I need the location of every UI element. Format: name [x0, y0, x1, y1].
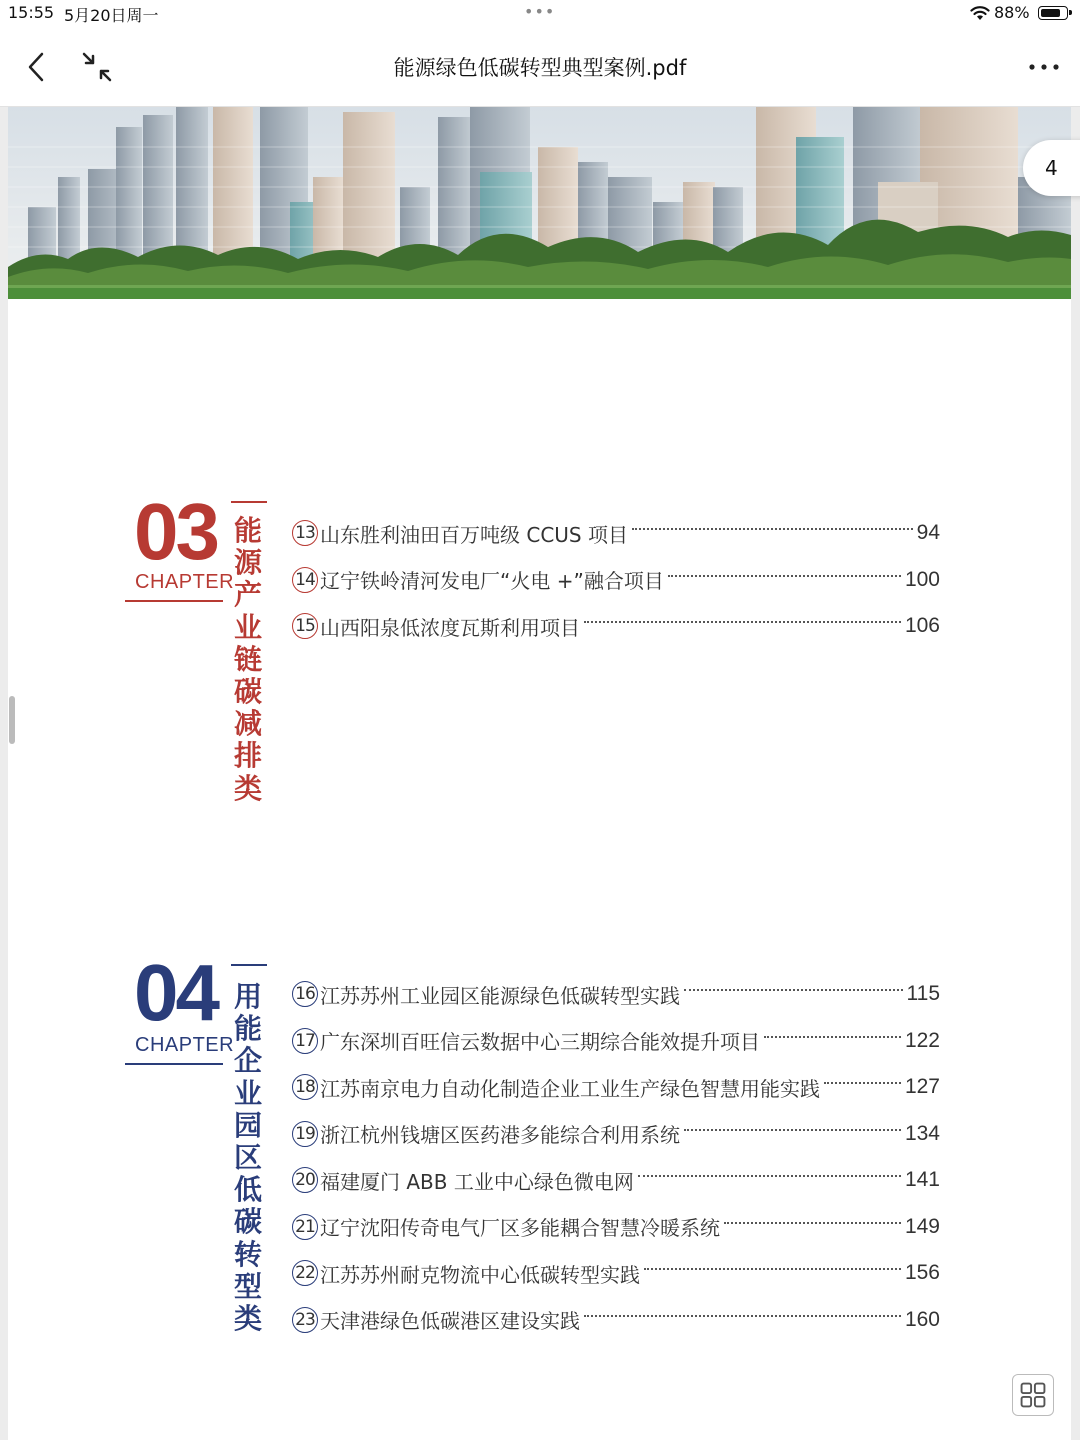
toc-item-title: 江苏苏州工业园区能源绿色低碳转型实践 [320, 983, 680, 1008]
chapter-title-char: 区 [233, 1141, 262, 1175]
chapter-title-char: 型 [233, 1269, 262, 1303]
toc-item-number: 17 [292, 1028, 318, 1054]
chapter-title-char: 碳 [233, 675, 262, 709]
toc-leader-dots [824, 1082, 901, 1084]
toc-page-number: 100 [904, 567, 940, 591]
chapter-title-char: 业 [233, 610, 262, 644]
toc-item-number: 18 [292, 1074, 318, 1100]
toc-item-title: 广东深圳百旺信云数据中心三期综合能效提升项目 [320, 1030, 760, 1054]
toc-leader-dots [724, 1222, 901, 1224]
toc-item-number: 19 [292, 1121, 318, 1147]
toc-item-title: 天津港绿色低碳港区建设实践 [320, 1309, 580, 1333]
chapter-title-char: 减 [233, 707, 262, 741]
document-title: 能源绿色低碳转型典型案例.pdf [393, 56, 687, 80]
chapter-title-char: 类 [233, 1302, 262, 1336]
chapter-title-char: 能 [233, 1012, 262, 1046]
chapter-title-char: 产 [233, 578, 262, 612]
toc-leader-dots [684, 1129, 901, 1131]
toc-leader-dots [668, 575, 901, 577]
toc-item-21[interactable] [292, 1210, 940, 1244]
toc-page-number: 156 [904, 1261, 940, 1284]
toc-item-title: 江苏南京电力自动化制造企业工业生产绿色智慧用能实践 [320, 1076, 820, 1101]
toc-item-22[interactable] [292, 1256, 940, 1290]
toc-page-number: 94 [916, 521, 940, 544]
toc-leader-dots [584, 1315, 901, 1317]
toc-page-number: 122 [904, 1028, 940, 1052]
toc-item-16[interactable] [292, 977, 940, 1011]
toc-item-number: 21 [292, 1214, 318, 1240]
title-top-rule [231, 501, 267, 503]
chapter-title-char: 源 [233, 546, 262, 580]
toc-leader-dots [584, 621, 901, 623]
toc-page-number: 134 [904, 1121, 940, 1145]
chapter-title-char: 低 [233, 1173, 262, 1207]
chapter-title-char: 转 [233, 1237, 262, 1271]
pdf-page[interactable] [8, 107, 1071, 1440]
toc-page-number: 127 [904, 1075, 940, 1098]
toc-item-number: 20 [292, 1167, 318, 1193]
chapter-title-char: 用 [233, 980, 262, 1013]
toc-page-number: 149 [904, 1214, 940, 1238]
chapter-title-char: 园 [233, 1108, 262, 1142]
chapter-title-char: 排 [233, 739, 262, 773]
chapter-title-vertical [230, 515, 266, 805]
toc-leader-dots [764, 1036, 901, 1038]
battery-percent: 88% [994, 3, 1030, 22]
chapter-title-char: 链 [233, 642, 262, 676]
toc-item-title: 辽宁铁岭清河发电厂“火电 +”融合项目 [320, 569, 664, 593]
toc-item-title: 辽宁沈阳传奇电气厂区多能耦合智慧冷暖系统 [320, 1216, 720, 1240]
toc-item-number: 23 [292, 1307, 318, 1333]
toc-item-23[interactable] [292, 1303, 940, 1337]
title-top-rule [231, 964, 267, 966]
chapter-title-char: 能 [233, 514, 262, 547]
status-date: 5月20日周一 [64, 6, 159, 25]
toc-item-15[interactable] [292, 609, 940, 643]
toc-item-13[interactable] [292, 516, 940, 550]
toc-item-title: 山西阳泉低浓度瓦斯利用项目 [320, 615, 580, 640]
more-dots-icon[interactable] [1024, 50, 1064, 84]
toc-item-number: 14 [292, 567, 318, 593]
status-time: 15:55 [8, 3, 55, 22]
chapter-label: CHAPTER [135, 571, 235, 593]
collapse-arrows-icon[interactable] [80, 50, 114, 84]
back-chevron-icon[interactable] [22, 50, 52, 84]
toc-leader-dots [638, 1175, 901, 1177]
chapter-label: CHAPTER [135, 1034, 235, 1056]
toc-item-title: 浙江杭州钱塘区医药港多能综合利用系统 [320, 1123, 680, 1147]
chapter-title-char: 业 [233, 1076, 262, 1110]
chapter-title-char: 企 [233, 1044, 262, 1078]
chapter-number: 03 [134, 487, 217, 576]
toc-item-title: 福建厦门 ABB 工业中心绿色微电网 [320, 1169, 634, 1194]
battery-icon [1038, 6, 1068, 20]
toc-leader-dots [684, 989, 903, 991]
toc-item-18[interactable] [292, 1070, 940, 1104]
toc-item-14[interactable] [292, 563, 940, 597]
scrollbar-thumb[interactable] [9, 696, 15, 744]
toc-item-number: 16 [292, 981, 318, 1007]
toc-item-20[interactable] [292, 1163, 940, 1197]
page-number-indicator: 4 [1023, 140, 1080, 196]
toc-page-number: 160 [904, 1307, 940, 1331]
wifi-icon [970, 5, 990, 21]
status-bar [0, 0, 1080, 28]
city-skyline-banner [8, 107, 1071, 299]
chapter-underline [125, 1063, 223, 1065]
toc-page-number: 141 [904, 1168, 940, 1191]
multitasking-dots[interactable]: ••• [524, 2, 556, 21]
toc-leader-dots [632, 528, 913, 530]
toc-item-title: 山东胜利油田百万吨级 CCUS 项目 [320, 522, 628, 547]
chapter-title-vertical [230, 981, 266, 1335]
toc-page-number: 115 [906, 982, 940, 1005]
nav-bar [0, 28, 1080, 107]
toc-item-17[interactable] [292, 1024, 940, 1058]
thumbnail-grid-icon[interactable] [1012, 1374, 1054, 1416]
chapter-number: 04 [134, 948, 217, 1037]
toc-item-number: 15 [292, 613, 318, 639]
chapter-title-char: 类 [233, 771, 262, 805]
toc-item-19[interactable] [292, 1117, 940, 1151]
toc-item-number: 22 [292, 1260, 318, 1286]
chapter-title-char: 碳 [233, 1205, 262, 1239]
toc-item-title: 江苏苏州耐克物流中心低碳转型实践 [320, 1262, 640, 1287]
toc-page-number: 106 [904, 614, 940, 637]
toc-leader-dots [644, 1268, 901, 1270]
toc-item-number: 13 [292, 520, 318, 546]
chapter-underline [125, 600, 223, 602]
